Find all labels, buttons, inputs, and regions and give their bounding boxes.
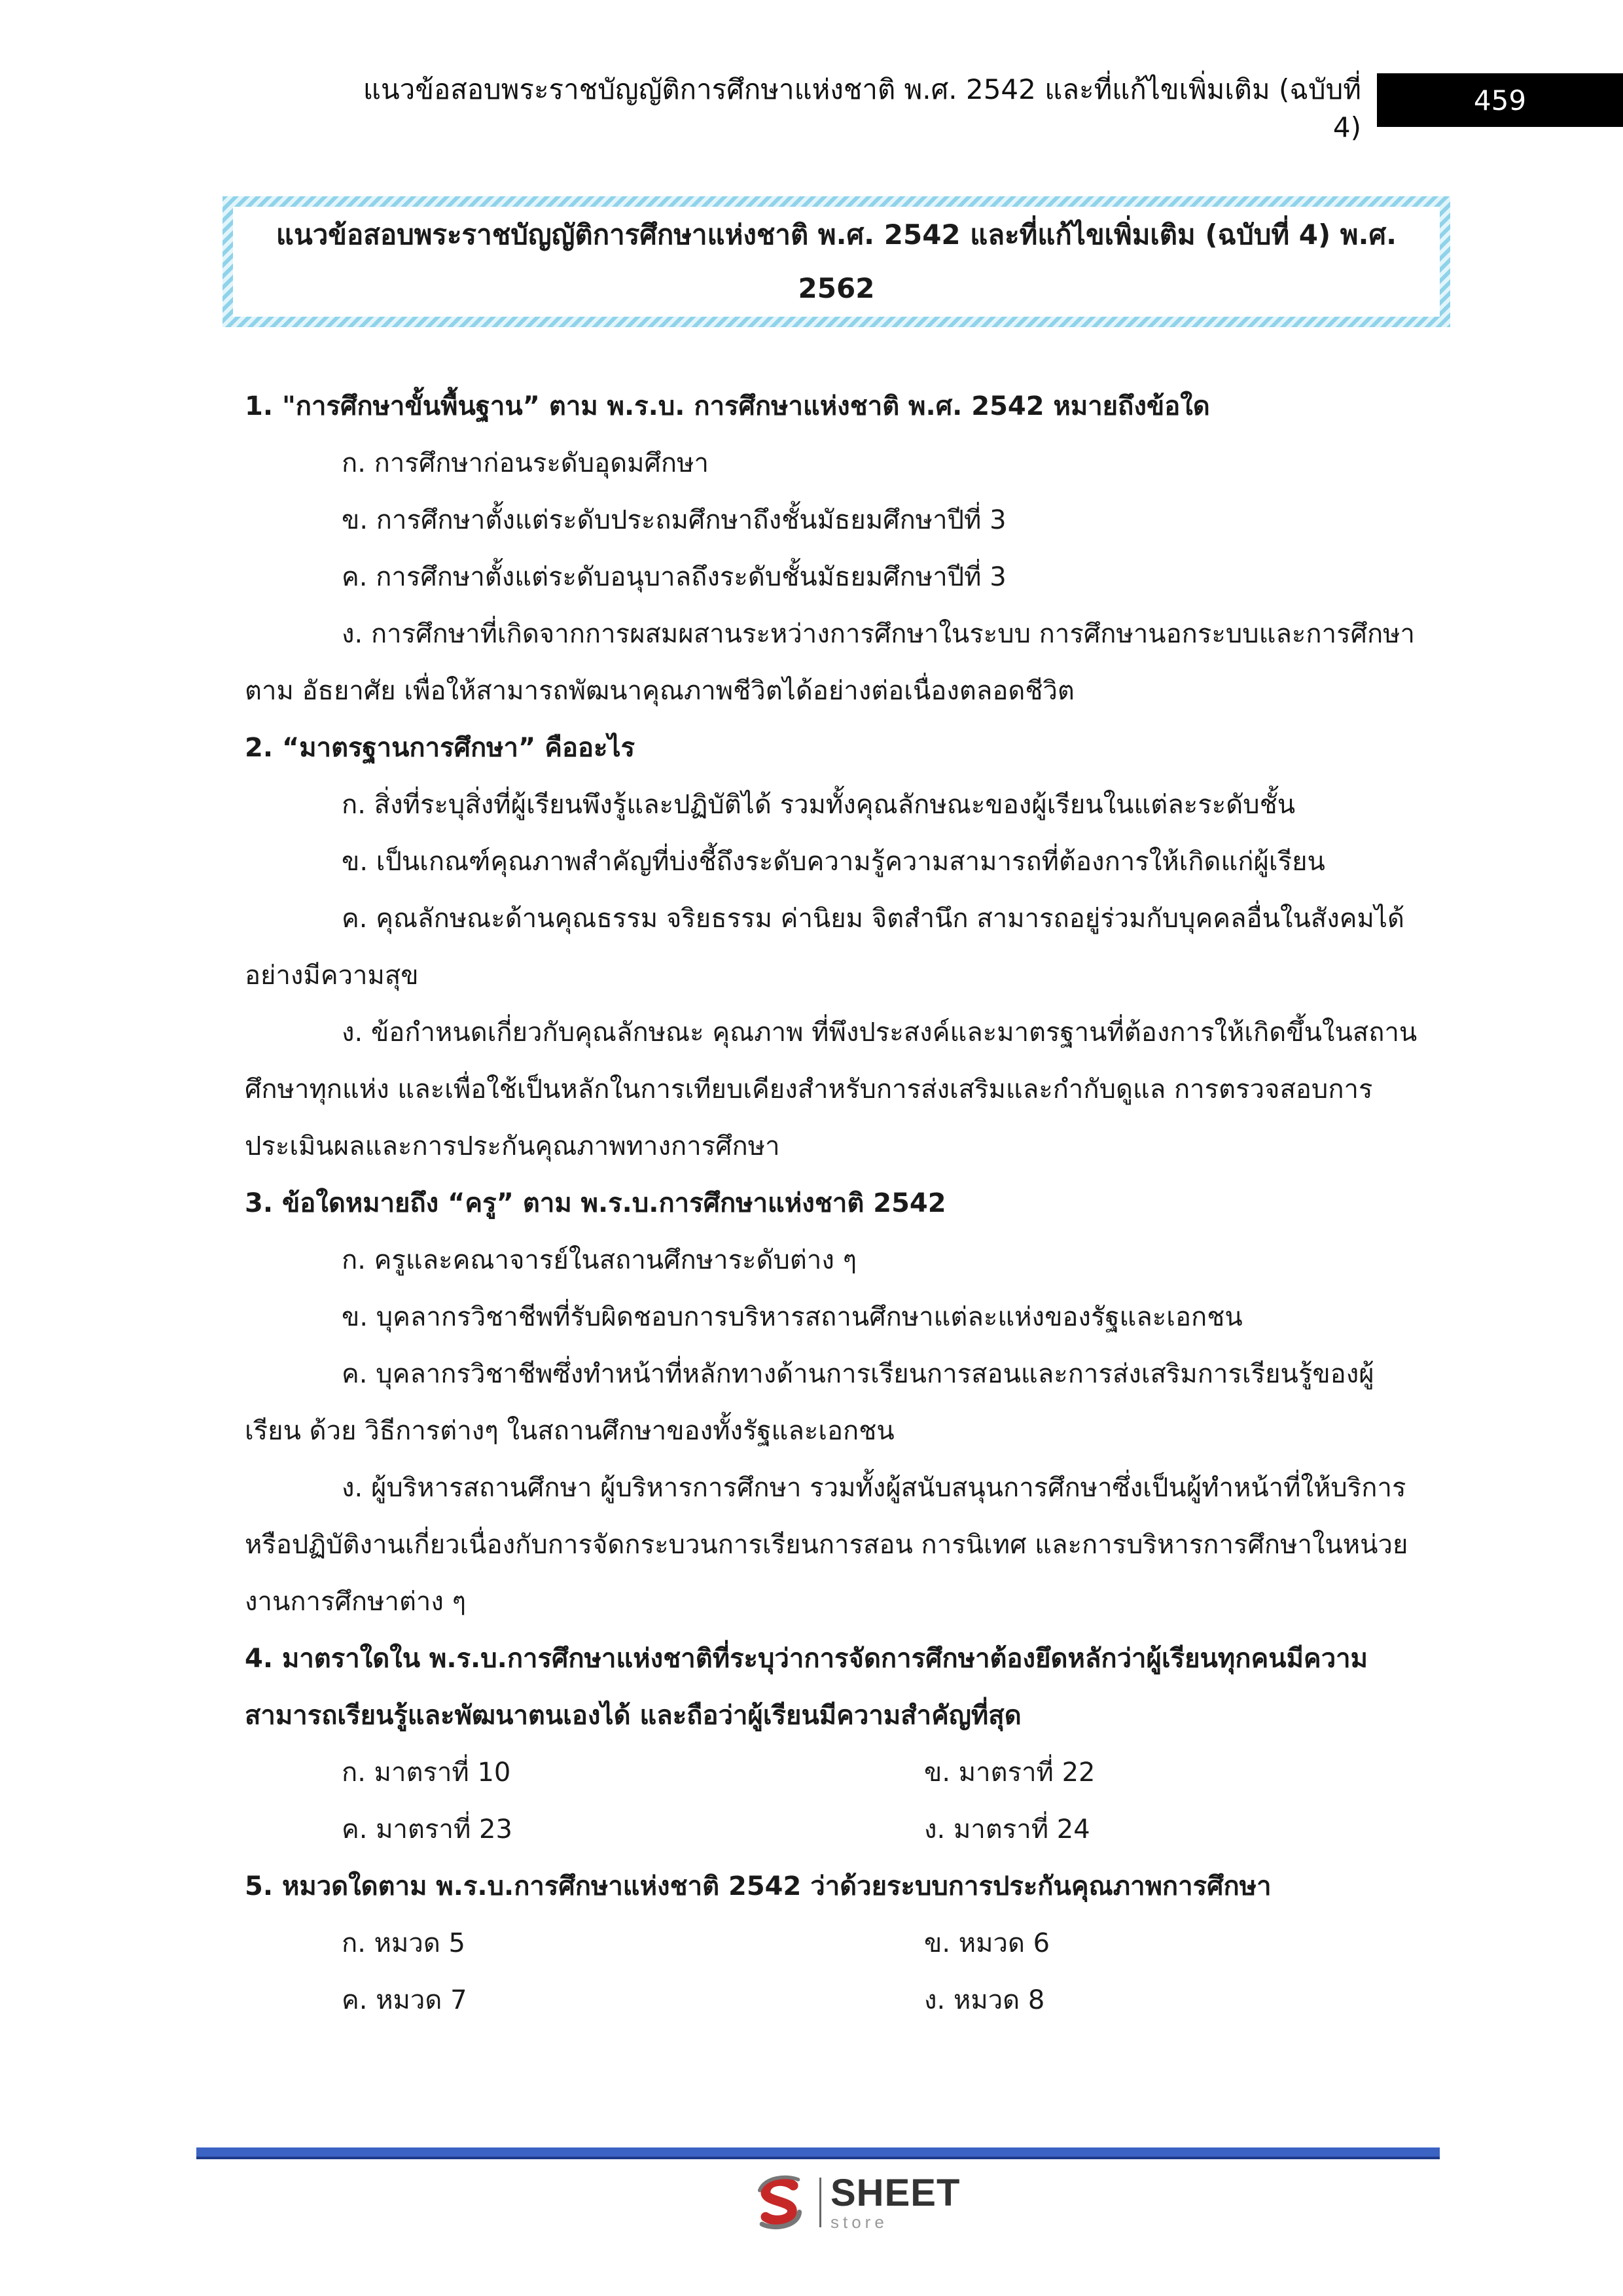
footer-rule xyxy=(196,2147,1440,2159)
option-d: ง. การศึกษาที่เกิดจากการผสมผสานระหว่างการศึกษาในระบบ การศึกษานอกระบบและการศึกษาตาม อัธยาศัย เพื่อให้สามารถพัฒนาคุณภาพชีวิตได้อย่างต่อเนื่องตลอดชีวิต xyxy=(245,619,1415,706)
logo-divider xyxy=(819,2178,821,2227)
question-title: 5. หมวดใดตาม พ.ร.บ.การศึกษาแห่งชาติ 2542 ว่าด้วยระบบการประกันคุณภาพการศึกษา xyxy=(245,1871,1272,1901)
option-c: ค. คุณลักษณะด้านคุณธรรม จริยธรรม ค่านิยม จิตสำนึก สามารถอยู่ร่วมกับบุคคลอื่นในสังคมได้อย่างมีความสุข xyxy=(245,904,1404,991)
option-a: ก. มาตราที่ 10 xyxy=(342,1757,511,1788)
question-4 xyxy=(245,1631,1429,1858)
option-grid xyxy=(245,1744,1429,1858)
option-a: ก. สิ่งที่ระบุสิ่งที่ผู้เรียนพึงรู้และปฏิบัติได้ รวมทั้งคุณลักษณะของผู้เรียนในแต่ละระดับชั้น xyxy=(342,790,1296,820)
page-title xyxy=(233,207,1440,317)
question-list xyxy=(245,378,1429,2029)
option-a: ก. ครูและคณาจารย์ในสถานศึกษาระดับต่าง ๆ xyxy=(342,1245,857,1275)
option-d: ง. หมวด 8 xyxy=(924,1985,1045,2015)
question-title: 2. “มาตรฐานการศึกษา” คืออะไร xyxy=(245,733,635,763)
option-d: ง. มาตราที่ 24 xyxy=(924,1814,1090,1845)
sheet-store-s-logo-icon xyxy=(750,2172,810,2233)
option-c: ค. การศึกษาตั้งแต่ระดับอนุบาลถึงระดับชั้นมัธยมศึกษาปีที่ 3 xyxy=(342,562,1007,592)
logo-text xyxy=(830,2174,960,2231)
question-2 xyxy=(245,720,1429,1175)
option-d: ง. ผู้บริหารสถานศึกษา ผู้บริหารการศึกษา รวมทั้งผู้สนับสนุนการศึกษาซึ่งเป็นผู้ทำหน้าที่ให้บริการ หรือปฏิบัติงานเกี่ยวเนื่องกับการจัดกระบวนการเรียนการสอน การนิเทศ และการบริหารการศึกษาในหน่วยงานการศึกษาต่าง ๆ xyxy=(245,1473,1408,1617)
option-a: ก. การศึกษาก่อนระดับอุดมศึกษา xyxy=(342,448,709,478)
question-title: 1. "การศึกษาขั้นพื้นฐาน” ตาม พ.ร.บ. การศึกษาแห่งชาติ พ.ศ. 2542 หมายถึงข้อใด xyxy=(245,391,1210,421)
logo-word: SHEET xyxy=(830,2172,961,2214)
option-b: ข. หมวด 6 xyxy=(924,1928,1050,1958)
page-title-line2: 2562 xyxy=(798,272,875,304)
question-5 xyxy=(245,1858,1429,2029)
option-b: ข. การศึกษาตั้งแต่ระดับประถมศึกษาถึงชั้นมัธยมศึกษาปีที่ 3 xyxy=(342,505,1007,535)
page-title-line1: แนวข้อสอบพระราชบัญญัติการศึกษาแห่งชาติ พ.ศ. 2542 และที่แก้ไขเพิ่มเติม (ฉบับที่ 4) พ.ศ. xyxy=(276,219,1397,251)
option-a: ก. หมวด 5 xyxy=(342,1928,465,1958)
option-b: ข. มาตราที่ 22 xyxy=(924,1757,1096,1788)
question-title: 4. มาตราใดใน พ.ร.บ.การศึกษาแห่งชาติที่ระบุว่าการจัดการศึกษาต้องยึดหลักว่าผู้เรียนทุกคนมีความสามารถเรียนรู้และพัฒนาตนเองได้ และถือว่าผู้เรียนมีความสำคัญที่สุด xyxy=(245,1644,1368,1731)
running-header: แนวข้อสอบพระราชบัญญัติการศึกษาแห่งชาติ พ.ศ. 2542 และที่แก้ไขเพิ่มเติม (ฉบับที่ 4) xyxy=(363,73,1361,143)
question-title: 3. ข้อใดหมายถึง “ครู” ตาม พ.ร.บ.การศึกษาแห่งชาติ 2542 xyxy=(245,1188,946,1218)
sheet-store-logo xyxy=(750,2170,960,2235)
option-b: ข. บุคลากรวิชาชีพที่รับผิดชอบการบริหารสถานศึกษาแต่ละแห่งของรัฐและเอกชน xyxy=(342,1302,1243,1332)
option-b: ข. เป็นเกณฑ์คุณภาพสำคัญที่บ่งชี้ถึงระดับความรู้ความสามารถที่ต้องการให้เกิดแก่ผู้เรียน xyxy=(342,847,1325,877)
logo-sub: store xyxy=(830,2212,888,2232)
option-grid xyxy=(245,1915,1429,2029)
option-c: ค. มาตราที่ 23 xyxy=(342,1814,512,1845)
option-c: ค. บุคลากรวิชาชีพซึ่งทำหน้าที่หลักทางด้านการเรียนการสอนและการส่งเสริมการเรียนรู้ของผู้เรียน ด้วย วิธีการต่างๆ ในสถานศึกษาของทั้งรัฐและเอกชน xyxy=(245,1359,1374,1446)
option-c: ค. หมวด 7 xyxy=(342,1985,467,2015)
question-1 xyxy=(245,378,1429,720)
option-d: ง. ข้อกำหนดเกี่ยวกับคุณลักษณะ คุณภาพ ที่พึงประสงค์และมาตรฐานที่ต้องการให้เกิดขึ้นในสถานศึกษาทุกแห่ง และเพื่อใช้เป็นหลักในการเทียบเคียงสำหรับการส่งเสริมและกำกับดูแล การตรวจสอบการประเมินผลและการประกันคุณภาพทางการศึกษา xyxy=(245,1017,1418,1161)
page-number: 459 xyxy=(1377,73,1623,127)
title-box xyxy=(223,196,1450,327)
question-3 xyxy=(245,1175,1429,1631)
